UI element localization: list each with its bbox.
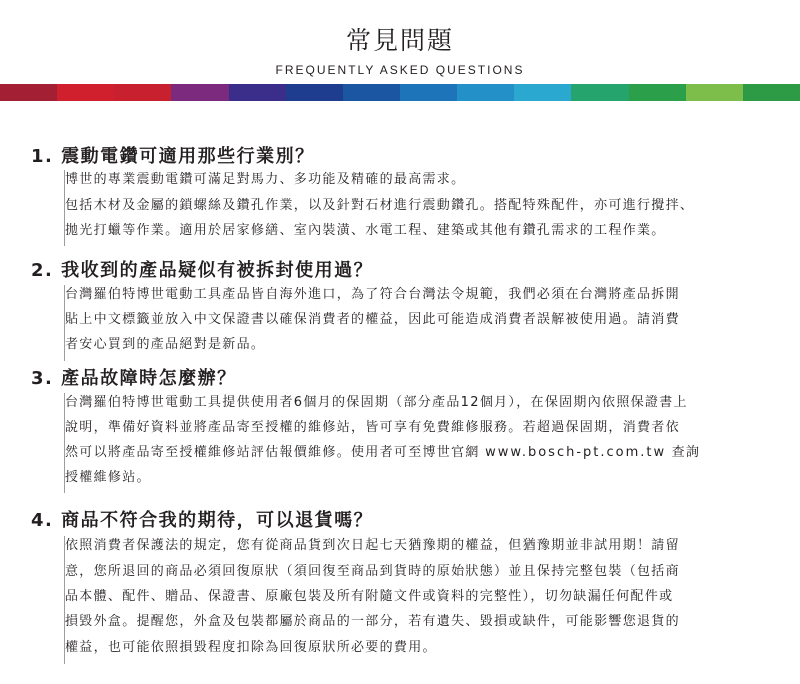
faq-question: 3. 產品故障時怎麼辦？ xyxy=(31,368,237,389)
color-stripe-segment xyxy=(514,84,571,101)
answer-line xyxy=(65,444,700,462)
color-stripe-segment xyxy=(571,84,628,101)
answer-line: 拋光打蠟等作業。適用於居家修繕、室內裝潢、水電工程、建築或其他有鑽孔需求的工程作業。 xyxy=(65,223,666,238)
faq-question: 4. 商品不符合我的期待，可以退貨嗎？ xyxy=(31,510,374,531)
answer-line: 品本體、配件、贈品、保證書、原廠包裝及所有附隨文件或資料的完整性），切勿缺漏任何配件或 xyxy=(65,589,674,604)
answer-line: 台灣羅伯特博世電動工具提供使用者6個月的保固期（部分產品12個月），在保固期內依照保證書上 xyxy=(65,395,688,410)
color-stripe-segment xyxy=(171,84,228,101)
page-title: 常見問題 xyxy=(345,26,454,55)
answer-line: 授權維修站。 xyxy=(65,470,151,485)
answer-line: 說明，準備好資料並將產品寄至授權的維修站，皆可享有免費維修服務。若超過保固期，消費者依 xyxy=(65,420,680,435)
answer-line: 包括木材及金屬的鎖螺絲及鑽孔作業，以及針對石材進行震動鑽孔。搭配特殊配件，亦可進行攪拌、 xyxy=(65,198,695,213)
color-stripe-segment xyxy=(686,84,743,101)
color-stripe-segment xyxy=(629,84,686,101)
page-header xyxy=(0,0,800,84)
faq-answer xyxy=(64,393,776,493)
color-stripe-segment xyxy=(343,84,400,101)
answer-line: 貼上中文標籤並放入中文保證書以確保消費者的權益，因此可能造成消費者誤解被使用過。請消費 xyxy=(65,312,680,327)
answer-line: 者安心買到的產品絕對是新品。 xyxy=(65,337,266,352)
bosch-website-link[interactable]: www.bosch-pt.com.tw xyxy=(485,445,667,460)
faq-answer xyxy=(64,536,776,664)
answer-line: 損毀外盒。提醒您，外盒及包裝都屬於商品的一部分，若有遺失、毀損或缺件，可能影響您退貨的 xyxy=(65,614,680,629)
color-stripe-segment xyxy=(229,84,286,101)
page-subtitle: FREQUENTLY ASKED QUESTIONS xyxy=(275,63,525,77)
color-stripe-segment xyxy=(0,84,57,101)
faq-question: 1. 震動電鑽可適用那些行業別？ xyxy=(31,146,315,167)
color-stripe-segment xyxy=(457,84,514,101)
answer-text: 查詢 xyxy=(666,445,701,460)
color-stripe-bar xyxy=(0,84,800,101)
faq-question: 2. 我收到的產品疑似有被拆封使用過？ xyxy=(31,260,374,281)
color-stripe-segment xyxy=(286,84,343,101)
color-stripe-segment xyxy=(114,84,171,101)
faq-answer xyxy=(64,170,776,246)
answer-line: 意，您所退回的商品必須回復原狀（須回復至商品到貨時的原始狀態）並且保持完整包裝（包括商 xyxy=(65,564,680,579)
faq-answer xyxy=(64,285,776,361)
answer-line: 台灣羅伯特博世電動工具產品皆自海外進口，為了符合台灣法令規範，我們必須在台灣將產品拆開 xyxy=(65,287,680,302)
answer-line: 博世的專業震動電鑽可滿足對馬力、多功能及精確的最高需求。 xyxy=(65,172,466,187)
answer-line: 依照消費者保護法的規定，您有從商品貨到次日起七天猶豫期的權益，但猶豫期並非試用期！請留 xyxy=(65,538,680,553)
color-stripe-segment xyxy=(57,84,114,101)
answer-text: 然可以將產品寄至授權維修站評估報價維修。使用者可至博世官網 xyxy=(65,445,486,460)
color-stripe-segment xyxy=(400,84,457,101)
answer-line: 權益，也可能依照損毀程度扣除為回復原狀所必要的費用。 xyxy=(65,640,437,655)
color-stripe-segment xyxy=(743,84,800,101)
